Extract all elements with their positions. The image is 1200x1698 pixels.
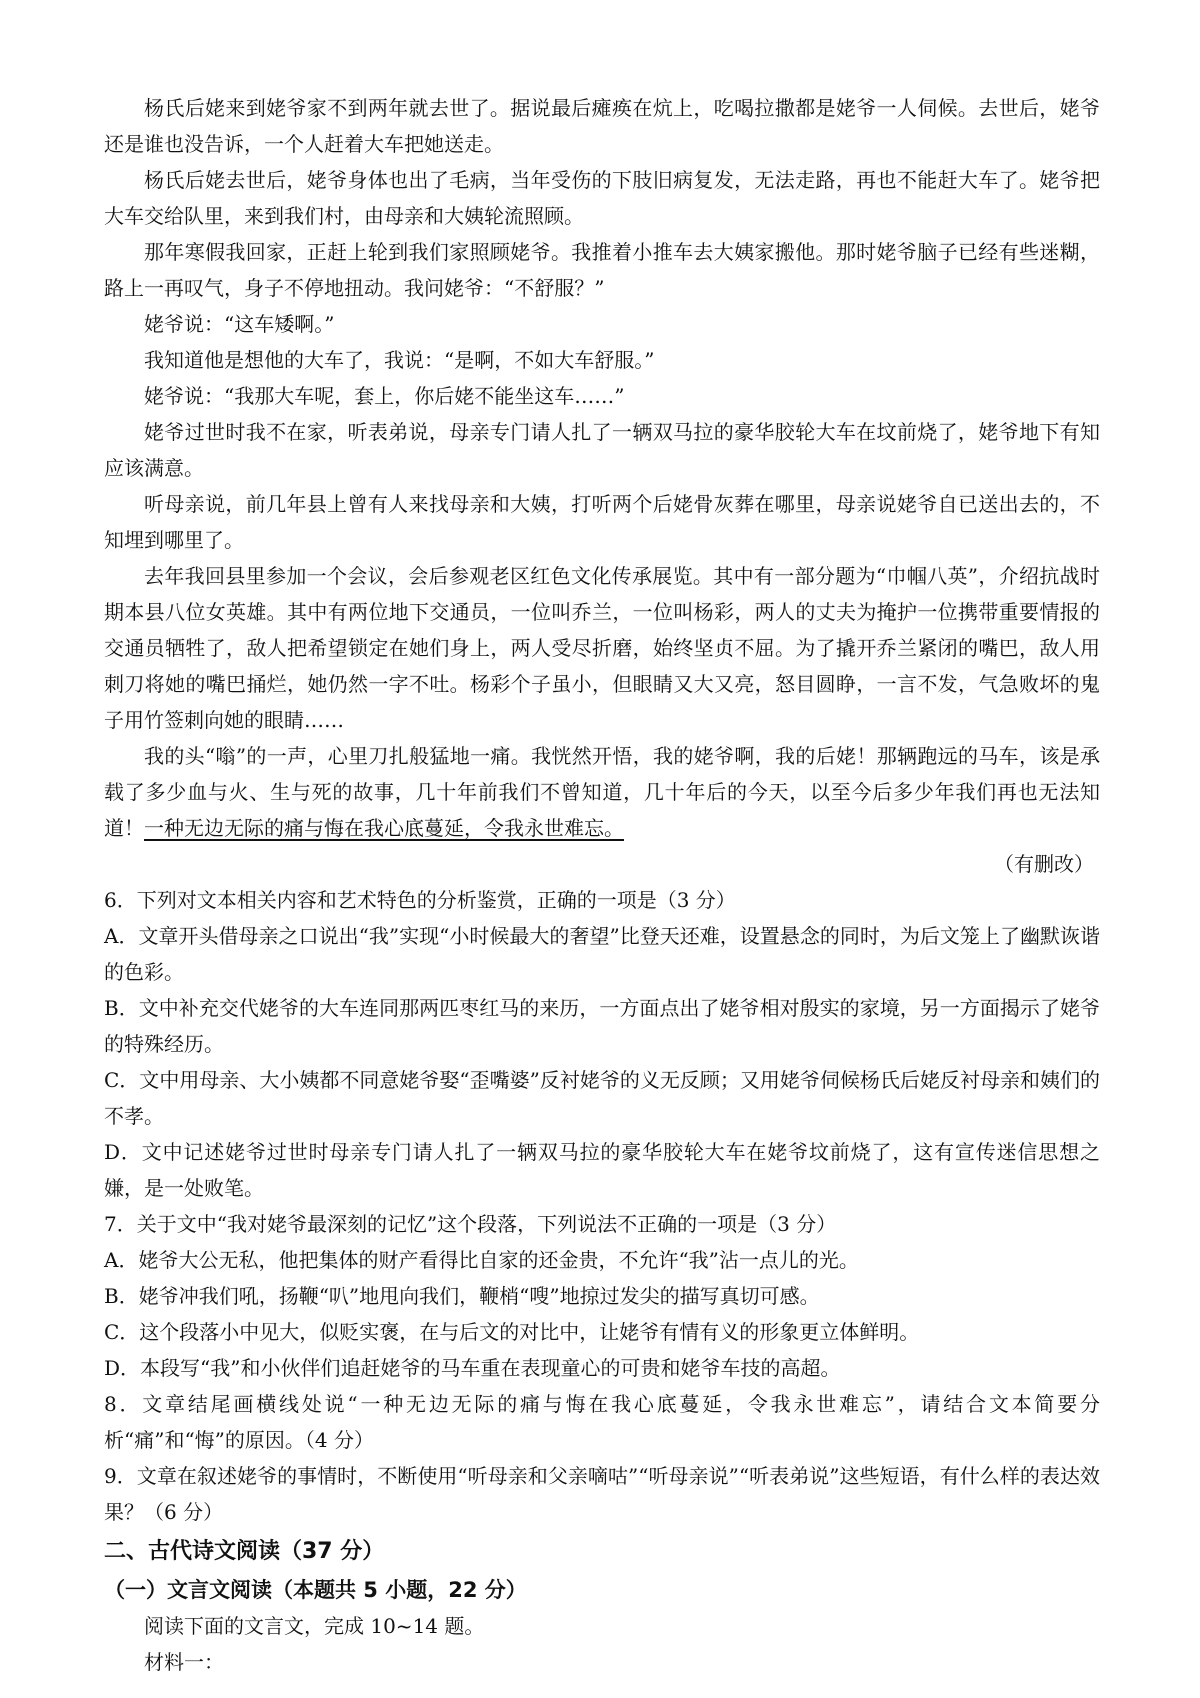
reading-instruction: 阅读下面的文言文，完成 10~14 题。: [144, 1614, 485, 1638]
section-heading: 二、古代诗文阅读（37 分）: [104, 1539, 385, 1564]
option-d: D．本段写“我”和小伙伴们追赶姥爷的马车重在表现童心的可贵和姥爷车技的高超。: [104, 1356, 841, 1380]
question-stem: 7．关于文中“我对姥爷最深刻的记忆”这个段落，下列说法不正确的一项是（3 分）: [104, 1212, 837, 1236]
source-note: （有删改）: [994, 852, 1094, 876]
question-8: [104, 1386, 1100, 1458]
passage-paragraph-5: 听母亲说，前几年县上曾有人来找母亲和大姨，打听两个后姥骨灰葬在哪里，母亲说姥爷自已送出去的，不知埋到哪里了。: [104, 492, 1100, 552]
question-stem: 8．文章结尾画横线处说“一种无边无际的痛与悔在我心底蔓延，令我永世难忘”，请结合文本简要分析“痛”和“悔”的原因。（4 分）: [104, 1392, 1100, 1452]
option-a: A．文章开头借母亲之口说出“我”实现“小时候最大的奢望”比登天还难，设置悬念的同时，为后文笼上了幽默诙谐的色彩。: [104, 924, 1100, 984]
exam-page: [104, 90, 1100, 1680]
option-a: A．姥爷大公无私，他把集体的财产看得比自家的还金贵，不允许“我”沾一点儿的光。: [104, 1248, 859, 1272]
passage-paragraph-2: 杨氏后姥去世后，姥爷身体也出了毛病，当年受伤的下肢旧病复发，无法走路，再也不能赶大车了。姥爷把大车交给队里，来到我们村，由母亲和大姨轮流照顾。: [104, 168, 1100, 228]
final-paragraph-text: 我的头“嗡”的一声，心里刀扎般猛地一痛。我恍然开悟，我的姥爷啊，我的后姥！那辆跑远的马车，该是承载了多少血与火、生与死的故事，几十年前我们不曾知道，几十年后的今天，以至今后多少年我们再也无法知道！: [104, 744, 1100, 840]
passage-paragraph-1: 杨氏后姥来到姥爷家不到两年就去世了。据说最后瘫痪在炕上，吃喝拉撒都是姥爷一人伺候。去世后，姥爷还是谁也没告诉，一个人赶着大车把她送走。: [104, 96, 1100, 156]
option-c: C．这个段落小中见大，似贬实褒，在与后文的对比中，让姥爷有情有义的形象更立体鲜明。: [104, 1320, 920, 1344]
question-stem: 6．下列对文本相关内容和艺术特色的分析鉴赏，正确的一项是（3 分）: [104, 888, 736, 912]
option-b: B．姥爷冲我们吼，扬鞭“叭”地甩向我们，鞭梢“嗖”地掠过发尖的描写真切可感。: [104, 1284, 820, 1308]
passage-paragraph-4: 姥爷过世时我不在家，听表弟说，母亲专门请人扎了一辆双马拉的豪华胶轮大车在坟前烧了，姥爷地下有知应该满意。: [104, 420, 1100, 480]
material-label: 材料一：: [144, 1650, 224, 1674]
option-b: B．文中补充交代姥爷的大车连同那两匹枣红马的来历，一方面点出了姥爷相对殷实的家境，另一方面揭示了姥爷的特殊经历。: [104, 996, 1100, 1056]
dialog-line-1: 姥爷说：“这车矮啊。”: [144, 312, 335, 336]
question-stem: 9．文章在叙述姥爷的事情时，不断使用“听母亲和父亲嘀咕”“听母亲说”“听表弟说”这些短语，有什么样的表达效果？（6 分）: [104, 1464, 1100, 1524]
question-9: [104, 1458, 1100, 1530]
subsection-heading: （一）文言文阅读（本题共 5 小题，22 分）: [104, 1578, 527, 1602]
passage-paragraph-3: 那年寒假我回家，正赶上轮到我们家照顾姥爷。我推着小推车去大姨家搬他。那时姥爷脑子已经有些迷糊，路上一再叹气，身子不停地扭动。我问姥爷：“不舒服？”: [104, 240, 1100, 300]
question-6: [104, 882, 1100, 1206]
option-d: D．文中记述姥爷过世时母亲专门请人扎了一辆双马拉的豪华胶轮大车在姥爷坟前烧了，这有宣传迷信思想之嫌，是一处败笔。: [104, 1140, 1100, 1200]
underlined-sentence: 一种无边无际的痛与悔在我心底蔓延，令我永世难忘。: [144, 816, 624, 840]
passage-final-paragraph: [104, 738, 1100, 846]
dialog-line-3: 姥爷说：“我那大车呢，套上，你后姥不能坐这车……”: [144, 384, 625, 408]
question-7: [104, 1206, 1100, 1386]
dialog-line-2: 我知道他是想他的大车了，我说：“是啊，不如大车舒服。”: [144, 348, 655, 372]
option-c: C．文中用母亲、大小姨都不同意姥爷娶“歪嘴婆”反衬姥爷的义无反顾；又用姥爷伺候杨氏后姥反衬母亲和姨们的不孝。: [104, 1068, 1100, 1128]
passage-paragraph-6: 去年我回县里参加一个会议，会后参观老区红色文化传承展览。其中有一部分题为“巾帼八英”，介绍抗战时期本县八位女英雄。其中有两位地下交通员，一位叫乔兰，一位叫杨彩，两人的丈夫为掩护一位携带重要情报的交通员牺牲了，敌人把希望锁定在她们身上，两人受尽折磨，始终坚贞不屈。为了撬开乔兰紧闭的嘴巴，敌人用刺刀将她的嘴巴捅烂，她仍然一字不吐。杨彩个子虽小，但眼睛又大又亮，怒目圆睁，一言不发，气急败坏的鬼子用竹签刺向她的眼睛……: [104, 564, 1100, 732]
